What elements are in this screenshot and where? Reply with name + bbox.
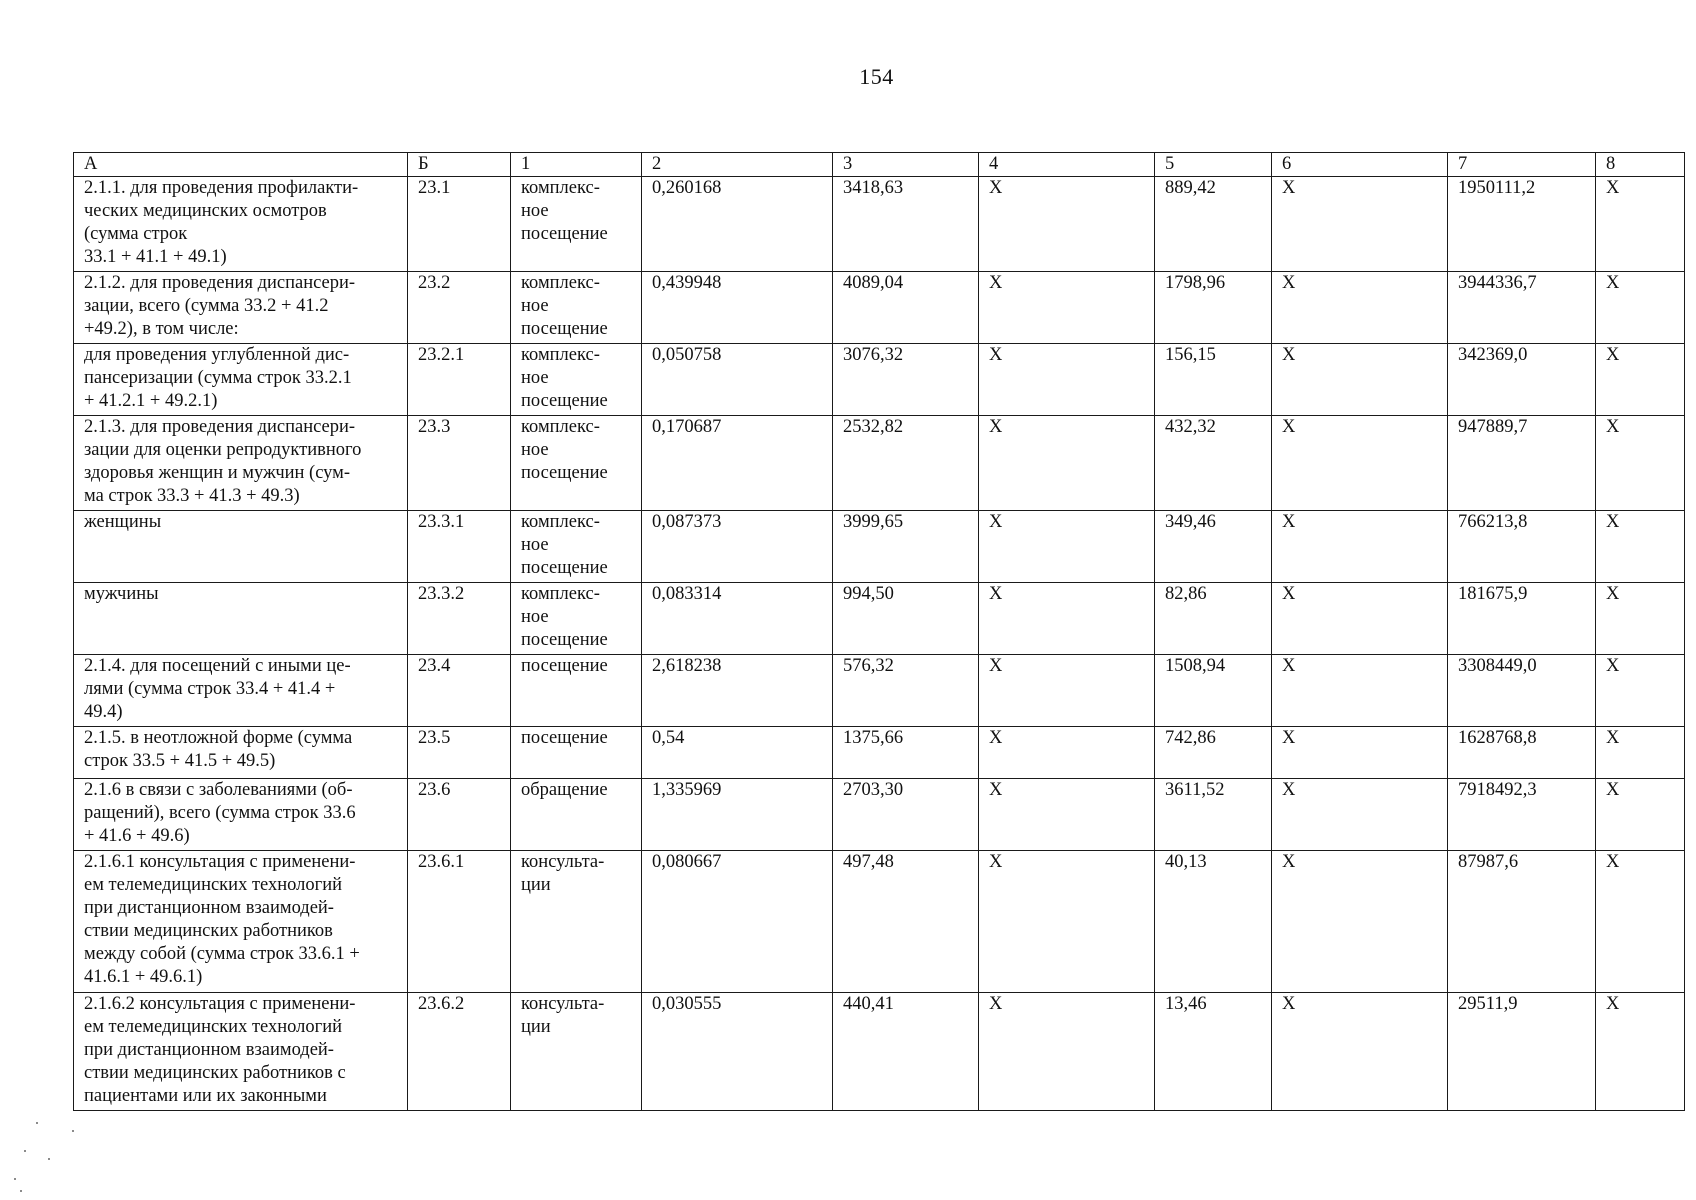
cell-col-6: Х (1272, 779, 1448, 851)
column-header: 1 (511, 153, 642, 177)
scan-speck (72, 1130, 74, 1132)
cell-unit: комплекс- ное посещение (511, 511, 642, 583)
cell-col-5: 432,32 (1155, 416, 1272, 511)
cell-col-4: Х (979, 344, 1155, 416)
cell-col-3: 994,50 (833, 583, 979, 655)
cell-col-6: Х (1272, 851, 1448, 993)
cell-line-number: 23.6.1 (408, 851, 511, 993)
cell-col-8: Х (1596, 416, 1685, 511)
cell-col-5: 349,46 (1155, 511, 1272, 583)
scan-speck (36, 1122, 38, 1124)
cell-col-2: 0,050758 (642, 344, 833, 416)
column-header: 8 (1596, 153, 1685, 177)
cell-col-5: 13,46 (1155, 993, 1272, 1111)
cell-col-7: 1950111,2 (1448, 177, 1596, 272)
cell-col-7: 181675,9 (1448, 583, 1596, 655)
cell-col-3: 3076,32 (833, 344, 979, 416)
cell-col-6: Х (1272, 583, 1448, 655)
cell-col-6: Х (1272, 177, 1448, 272)
cell-col-7: 7918492,3 (1448, 779, 1596, 851)
cell-col-6: Х (1272, 993, 1448, 1111)
cell-col-2: 0,087373 (642, 511, 833, 583)
data-table (73, 152, 1685, 1111)
cell-col-5: 1508,94 (1155, 655, 1272, 727)
header-row (74, 153, 1685, 177)
cell-unit: посещение (511, 727, 642, 779)
cell-unit: комплекс- ное посещение (511, 583, 642, 655)
scan-speck (14, 1178, 16, 1180)
table-row (74, 272, 1685, 344)
cell-unit: обращение (511, 779, 642, 851)
cell-col-4: Х (979, 583, 1155, 655)
cell-col-8: Х (1596, 344, 1685, 416)
cell-unit: консульта- ции (511, 851, 642, 993)
cell-line-number: 23.3 (408, 416, 511, 511)
cell-line-number: 23.3.1 (408, 511, 511, 583)
cell-col-8: Х (1596, 177, 1685, 272)
cell-col-8: Х (1596, 655, 1685, 727)
cell-col-7: 342369,0 (1448, 344, 1596, 416)
scan-speck (24, 1150, 26, 1152)
column-header: 4 (979, 153, 1155, 177)
cell-line-number: 23.5 (408, 727, 511, 779)
scan-speck (48, 1158, 50, 1160)
cell-col-4: Х (979, 727, 1155, 779)
cell-line-number: 23.6 (408, 779, 511, 851)
cell-col-3: 3418,63 (833, 177, 979, 272)
cell-col-8: Х (1596, 727, 1685, 779)
cell-col-5: 40,13 (1155, 851, 1272, 993)
table-row (74, 416, 1685, 511)
table-row (74, 583, 1685, 655)
cell-col-7: 766213,8 (1448, 511, 1596, 583)
table-body (74, 177, 1685, 1111)
cell-line-number: 23.2.1 (408, 344, 511, 416)
cell-line-number: 23.4 (408, 655, 511, 727)
column-header: 5 (1155, 153, 1272, 177)
cell-col-3: 4089,04 (833, 272, 979, 344)
cell-indicator: 2.1.6.2 консультация с применени- ем телемедицинских технологий при дистанционном взаимодей- ствии медицинских работников с пациентами или их законными (74, 993, 408, 1111)
cell-col-7: 29511,9 (1448, 993, 1596, 1111)
cell-unit: консульта- ции (511, 993, 642, 1111)
page-number: 154 (859, 64, 894, 89)
cell-col-4: Х (979, 272, 1155, 344)
table-row (74, 511, 1685, 583)
cell-col-4: Х (979, 511, 1155, 583)
cell-indicator: 2.1.3. для проведения диспансери- зации для оценки репродуктивного здоровья женщин и мужчин (сум- ма строк 33.3 + 41.3 + 49.3) (74, 416, 408, 511)
cell-indicator: 2.1.6.1 консультация с применени- ем телемедицинских технологий при дистанционном взаимодей- ствии медицинских работников между собой (сумма строк 33.6.1 + 41.6.1 + 49.6.1) (74, 851, 408, 993)
table-row (74, 851, 1685, 993)
cell-col-3: 2703,30 (833, 779, 979, 851)
cell-col-2: 1,335969 (642, 779, 833, 851)
column-header: А (74, 153, 408, 177)
cell-col-4: Х (979, 416, 1155, 511)
cell-col-4: Х (979, 851, 1155, 993)
cell-line-number: 23.1 (408, 177, 511, 272)
column-header: 3 (833, 153, 979, 177)
cell-line-number: 23.3.2 (408, 583, 511, 655)
cell-col-3: 3999,65 (833, 511, 979, 583)
column-header: 6 (1272, 153, 1448, 177)
cell-col-7: 947889,7 (1448, 416, 1596, 511)
cell-col-3: 576,32 (833, 655, 979, 727)
cell-col-4: Х (979, 177, 1155, 272)
scan-speck (20, 1190, 22, 1192)
cell-indicator: 2.1.4. для посещений с иными це- лями (сумма строк 33.4 + 41.4 + 49.4) (74, 655, 408, 727)
cell-col-2: 0,170687 (642, 416, 833, 511)
cell-line-number: 23.6.2 (408, 993, 511, 1111)
cell-col-8: Х (1596, 779, 1685, 851)
cell-indicator: 2.1.2. для проведения диспансери- зации, всего (сумма 33.2 + 41.2 +49.2), в том числе: (74, 272, 408, 344)
cell-unit: посещение (511, 655, 642, 727)
cell-col-8: Х (1596, 272, 1685, 344)
table-row (74, 993, 1685, 1111)
table-row (74, 177, 1685, 272)
column-header: 7 (1448, 153, 1596, 177)
cell-col-5: 889,42 (1155, 177, 1272, 272)
cell-col-8: Х (1596, 511, 1685, 583)
table-row (74, 655, 1685, 727)
cell-unit: комплекс- ное посещение (511, 416, 642, 511)
cell-col-3: 1375,66 (833, 727, 979, 779)
cell-col-2: 0,080667 (642, 851, 833, 993)
cell-col-5: 742,86 (1155, 727, 1272, 779)
cell-col-5: 3611,52 (1155, 779, 1272, 851)
cell-col-2: 0,083314 (642, 583, 833, 655)
cell-col-5: 82,86 (1155, 583, 1272, 655)
table-row (74, 727, 1685, 779)
cell-unit: комплекс- ное посещение (511, 344, 642, 416)
cell-line-number: 23.2 (408, 272, 511, 344)
cell-col-4: Х (979, 779, 1155, 851)
cell-unit: комплекс- ное посещение (511, 272, 642, 344)
table-row (74, 779, 1685, 851)
cell-indicator: 2.1.1. для проведения профилакти- ческих медицинских осмотров (сумма строк 33.1 + 41.1 + 49.1) (74, 177, 408, 272)
cell-col-7: 3944336,7 (1448, 272, 1596, 344)
cell-col-5: 1798,96 (1155, 272, 1272, 344)
cell-col-3: 2532,82 (833, 416, 979, 511)
cell-col-4: Х (979, 655, 1155, 727)
cell-indicator: женщины (74, 511, 408, 583)
cell-col-7: 87987,6 (1448, 851, 1596, 993)
cell-indicator: 2.1.5. в неотложной форме (сумма строк 33.5 + 41.5 + 49.5) (74, 727, 408, 779)
cell-indicator: для проведения углубленной дис- пансеризации (сумма строк 33.2.1 + 41.2.1 + 49.2.1) (74, 344, 408, 416)
cell-indicator: 2.1.6 в связи с заболеваниями (об- ращений), всего (сумма строк 33.6 + 41.6 + 49.6) (74, 779, 408, 851)
cell-col-6: Х (1272, 416, 1448, 511)
cell-col-2: 0,54 (642, 727, 833, 779)
cell-col-2: 2,618238 (642, 655, 833, 727)
cell-col-6: Х (1272, 344, 1448, 416)
cell-col-4: Х (979, 993, 1155, 1111)
cell-col-8: Х (1596, 851, 1685, 993)
cell-col-6: Х (1272, 727, 1448, 779)
column-header: 2 (642, 153, 833, 177)
cell-unit: комплекс- ное посещение (511, 177, 642, 272)
cell-col-8: Х (1596, 993, 1685, 1111)
cell-col-2: 0,030555 (642, 993, 833, 1111)
cell-col-2: 0,260168 (642, 177, 833, 272)
cell-col-6: Х (1272, 655, 1448, 727)
cell-col-8: Х (1596, 583, 1685, 655)
cell-indicator: мужчины (74, 583, 408, 655)
cell-col-7: 3308449,0 (1448, 655, 1596, 727)
cell-col-6: Х (1272, 511, 1448, 583)
table-row (74, 344, 1685, 416)
cell-col-5: 156,15 (1155, 344, 1272, 416)
column-header: Б (408, 153, 511, 177)
cell-col-3: 440,41 (833, 993, 979, 1111)
cell-col-6: Х (1272, 272, 1448, 344)
cell-col-3: 497,48 (833, 851, 979, 993)
cell-col-7: 1628768,8 (1448, 727, 1596, 779)
cell-col-2: 0,439948 (642, 272, 833, 344)
